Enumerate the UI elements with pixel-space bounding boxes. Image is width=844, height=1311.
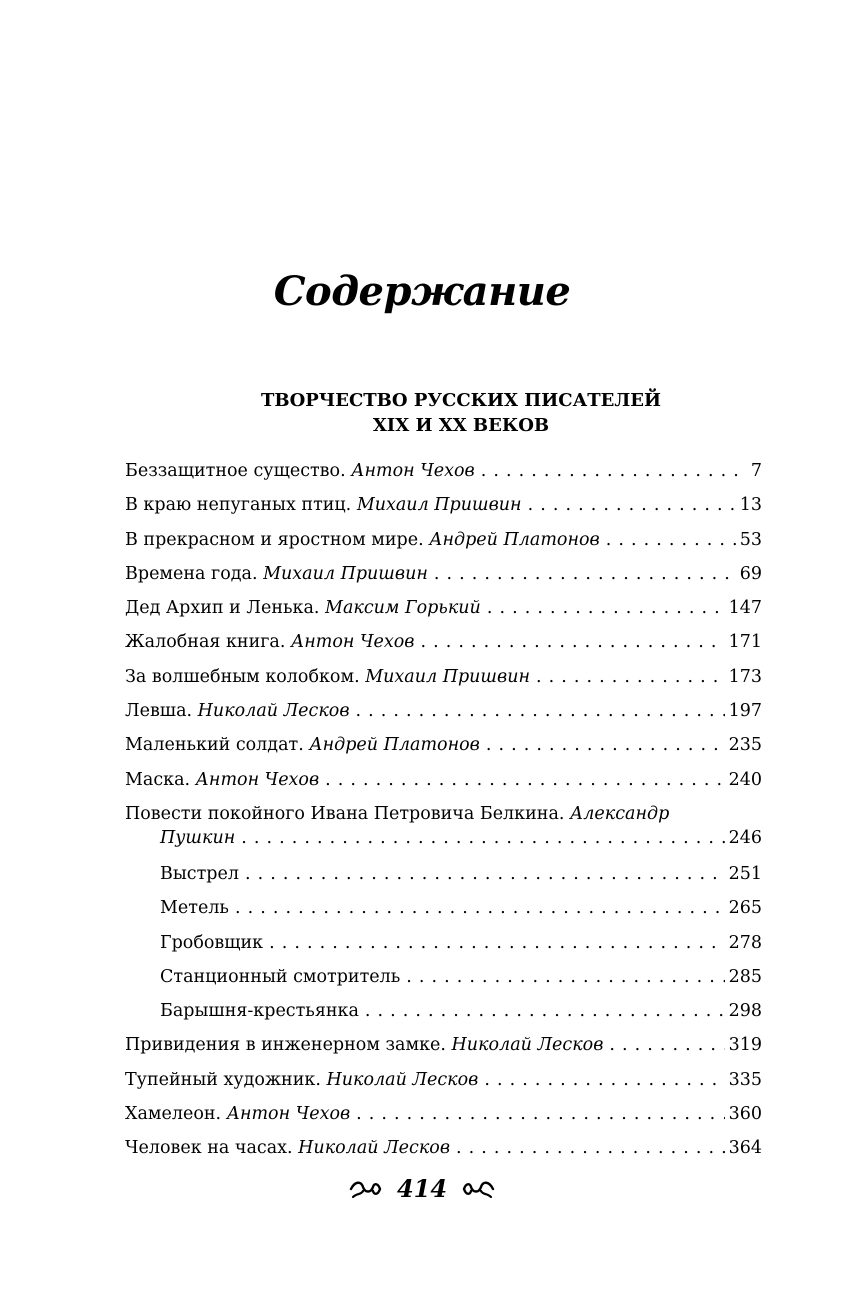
leader-dots — [609, 1034, 724, 1056]
entry-author: Антон Чехов — [226, 1104, 351, 1125]
entry-author-first-line: Александр — [570, 803, 670, 824]
entry-author: Антон Чехов — [351, 461, 475, 481]
entry-page: 13 — [739, 495, 762, 516]
subentry-title: Метель — [160, 898, 229, 919]
toc-subentry[interactable] — [125, 932, 762, 966]
entry-author: Николай Лесков — [298, 1138, 451, 1159]
toc-subentry[interactable] — [125, 1000, 762, 1034]
toc-entry[interactable] — [125, 529, 762, 563]
subentry-page: 278 — [728, 932, 762, 953]
leader-dots — [484, 1069, 724, 1091]
entry-page: 69 — [739, 563, 762, 584]
entry-title: Привидения в инженерном замке. — [125, 1035, 446, 1056]
entry-page: 173 — [728, 666, 762, 687]
entry-title: Времена года. — [125, 563, 258, 584]
table-of-contents — [125, 460, 762, 1172]
entry-author: Андрей Платонов — [309, 735, 480, 756]
section-heading-line1: ТВОРЧЕСТВО РУССКИХ ПИСАТЕЛЕЙ — [260, 390, 662, 411]
toc-entry[interactable] — [125, 494, 762, 528]
toc-entry[interactable] — [125, 563, 762, 597]
entry-title: В краю непуганых птиц. — [125, 495, 352, 516]
entry-title: Дед Архип и Ленька. — [125, 598, 320, 619]
entry-page: 335 — [728, 1069, 762, 1090]
page-number: 414 — [396, 1174, 448, 1203]
toc-entry-belkin[interactable] — [125, 803, 762, 863]
entry-author: Николай Лесков — [326, 1069, 479, 1090]
leader-dots — [241, 827, 724, 849]
toc-subentry[interactable] — [125, 863, 762, 897]
toc-entry[interactable] — [125, 1103, 762, 1137]
entry-page: 360 — [728, 1104, 762, 1125]
leader-dots — [481, 460, 747, 482]
toc-subentry[interactable] — [125, 966, 762, 1000]
entry-title: Человек на часах. — [125, 1138, 293, 1159]
leader-dots — [487, 597, 725, 619]
leader-dots — [356, 700, 725, 722]
entry-title: Хамелеон. — [125, 1104, 222, 1125]
leader-dots — [269, 932, 724, 954]
toc-entry[interactable] — [125, 1069, 762, 1103]
entry-author: Максим Горький — [325, 598, 481, 619]
leader-dots — [245, 863, 725, 885]
entry-page: 197 — [728, 701, 762, 722]
entry-page: 364 — [728, 1138, 762, 1159]
entry-title: Маска. — [125, 769, 191, 790]
leader-dots — [456, 1137, 725, 1159]
entry-page: 246 — [728, 827, 762, 848]
section-heading — [0, 388, 844, 438]
subentry-page: 251 — [728, 863, 762, 884]
entry-title: Левша. — [125, 701, 193, 722]
entry-page: 53 — [739, 529, 762, 550]
subentry-page: 298 — [728, 1001, 762, 1022]
entry-author: Михаил Пришвин — [356, 495, 522, 516]
subentry-page: 265 — [728, 898, 762, 919]
toc-entry[interactable] — [125, 700, 762, 734]
entry-author: Андрей Платонов — [429, 529, 600, 550]
toc-entry[interactable] — [125, 734, 762, 768]
entry-author: Николай Лесков — [197, 701, 350, 722]
leader-dots — [434, 563, 736, 585]
entry-author: Михаил Пришвин — [263, 563, 428, 584]
leader-dots — [486, 734, 725, 756]
toc-entry[interactable] — [125, 631, 762, 665]
entry-page: 7 — [750, 461, 762, 481]
leader-dots — [356, 1103, 724, 1125]
toc-entry[interactable] — [125, 1137, 762, 1171]
subentry-title: Гробовщик — [160, 932, 264, 953]
page-footer — [0, 1172, 844, 1203]
subentry-title: Станционный смотритель — [160, 966, 401, 987]
leader-dots — [536, 666, 725, 688]
entry-title: Повести покойного Ивана Петровича Белкина. — [125, 803, 565, 824]
entry-author: Антон Чехов — [195, 769, 320, 790]
page-title: Содержание — [273, 268, 571, 315]
leader-dots — [325, 769, 724, 791]
left-ornament-icon — [349, 1177, 383, 1201]
subentry-page: 285 — [728, 966, 762, 987]
entry-author: Михаил Пришвин — [365, 666, 530, 687]
entry-title: За волшебным колобком. — [125, 666, 360, 687]
entry-author-second-line: Пушкин — [160, 827, 236, 848]
leader-dots — [420, 631, 724, 653]
toc-entry[interactable] — [125, 597, 762, 631]
entry-page: 147 — [728, 598, 762, 619]
leader-dots — [235, 897, 725, 919]
toc-entry[interactable] — [125, 666, 762, 700]
toc-entry[interactable] — [125, 769, 762, 803]
entry-page: 319 — [728, 1035, 762, 1056]
entry-author: Николай Лесков — [451, 1035, 604, 1056]
right-ornament-icon — [461, 1177, 495, 1201]
leader-dots — [606, 529, 736, 551]
toc-entry[interactable] — [125, 1034, 762, 1068]
entry-title: Беззащитное существо. — [125, 461, 346, 481]
entry-page: 240 — [728, 769, 762, 790]
entry-title: В прекрасном и яростном мире. — [125, 529, 424, 550]
leader-dots — [365, 1000, 725, 1022]
entry-page: 235 — [728, 735, 762, 756]
entry-title: Жалобная книга. — [125, 632, 286, 653]
entry-title: Маленький солдат. — [125, 735, 304, 756]
section-heading-line2: XIX И XX ВЕКОВ — [372, 415, 550, 436]
toc-entry[interactable] — [125, 460, 762, 494]
entry-page: 171 — [728, 632, 762, 653]
entry-title: Тупейный художник. — [125, 1069, 321, 1090]
subentry-title: Выстрел — [160, 863, 239, 884]
subentry-title: Барышня-крестьянка — [160, 1001, 359, 1022]
leader-dots — [528, 494, 736, 516]
entry-author: Антон Чехов — [291, 632, 415, 653]
toc-subentry[interactable] — [125, 897, 762, 931]
leader-dots — [406, 966, 724, 988]
